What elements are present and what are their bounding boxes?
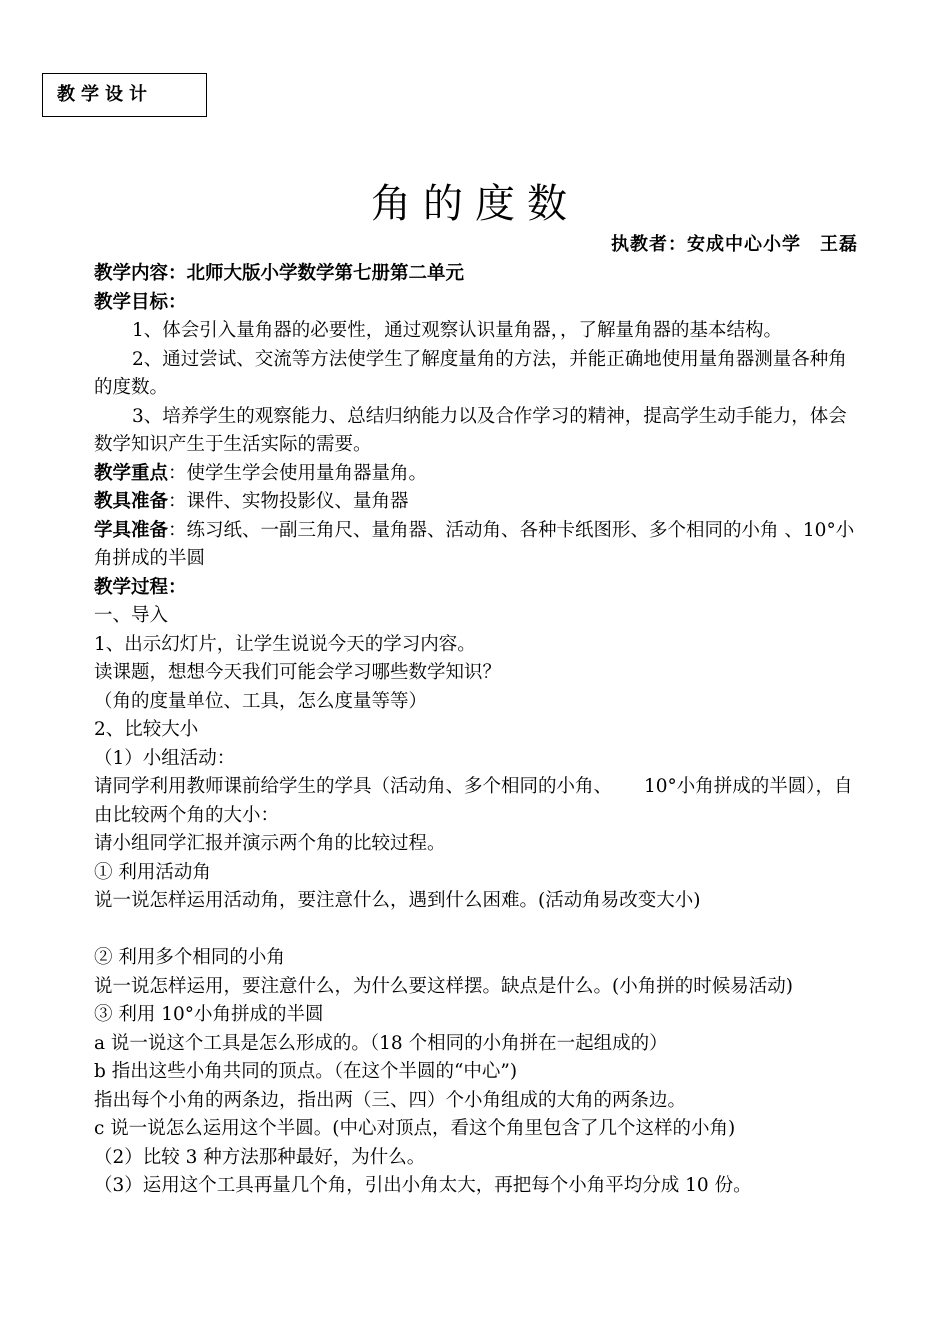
goals-heading: 教学目标： <box>94 291 187 313</box>
process-line: （2）比较 3 种方法那种最好，为什么。 <box>94 1146 426 1168</box>
process-text: 请同学利用教师课前给学生的学具（活动角、多个相同的小角、 <box>94 776 613 797</box>
goal-2: 2、通过尝试、交流等方法使学生了解度量角的方法，并能正确地使用量角器测量各种角的度数。 <box>94 348 847 398</box>
process-paragraph <box>94 773 864 830</box>
author-line: 执教者：安成中心小学 王磊 <box>611 234 858 255</box>
process-line: （1）小组活动： <box>94 747 236 769</box>
key-point-value: ：使学生学会使用量角器量角。 <box>168 462 428 484</box>
process-line: （角的度量单位、工具，怎么度量等等） <box>94 690 428 712</box>
process-line: a 说一说这个工具是怎么形成的。（18 个相同的小角拼在一起组成的） <box>94 1032 668 1054</box>
process-line: 读课题，想想今天我们可能会学习哪些数学知识？ <box>94 662 502 683</box>
process-line: ③ 利用 10°小角拼成的半圆 <box>94 1004 324 1025</box>
key-point-label: 教学重点 <box>94 462 169 484</box>
process-line: 说一说怎样运用活动角，要注意什么，遇到什么困难。(活动角易改变大小) <box>94 890 701 911</box>
process-line: 一、导入 <box>94 605 169 626</box>
process-line: 2、比较大小 <box>94 719 199 740</box>
student-tools-label: 学具准备 <box>94 519 169 541</box>
content-line <box>94 260 864 289</box>
blank-line <box>94 916 864 945</box>
process-line: 请小组同学汇报并演示两个角的比较过程。 <box>94 833 446 854</box>
student-tools-line <box>94 517 864 574</box>
process-text: 10°小角拼成的半圆），自由比较两个角的大小： <box>94 776 853 826</box>
key-point-line <box>94 460 864 489</box>
process-heading: 教学过程： <box>94 576 187 598</box>
process-line: 指出每个小角的两条边，指出两（三、四）个小角组成的大角的两条边。 <box>94 1089 687 1111</box>
goal-3: 3、培养学生的观察能力、总结归纳能力以及合作学习的精神，提高学生动手能力，体会数学知识产生于生活实际的需要。 <box>94 405 847 455</box>
process-line: c 说一说怎么运用这个半圆。(中心对顶点，看这个角里包含了几个这样的小角) <box>94 1118 736 1139</box>
content-value: 北师大版小学数学第七册第二单元 <box>186 263 465 284</box>
process-line: b 指出这些小角共同的顶点。（在这个半圆的“中心”) <box>94 1061 518 1082</box>
document-type-label: 教学设计 <box>42 73 207 117</box>
content-label: 教学内容： <box>94 263 187 284</box>
page-title: 角的度数 <box>371 181 579 227</box>
process-line: ② 利用多个相同的小角 <box>94 947 285 968</box>
lesson-body <box>94 260 864 1201</box>
process-line: ① 利用活动角 <box>94 861 211 883</box>
teaching-tools-line <box>94 488 864 517</box>
goal-1: 1、体会引入量角器的必要性，通过观察认识量角器，，了解量角器的基本结构。 <box>132 320 783 341</box>
process-line: 说一说怎样运用，要注意什么，为什么要这样摆。缺点是什么。(小角拼的时候易活动) <box>94 975 793 997</box>
student-tools-value: ：练习纸、一副三角尺、量角器、活动角、各种卡纸图形、多个相同的小角 、10°小角拼成的半圆 <box>94 519 855 569</box>
teaching-tools-value: ：课件、实物投影仪、量角器 <box>168 491 409 512</box>
process-line: 1、出示幻灯片，让学生说说今天的学习内容。 <box>94 633 476 655</box>
process-line: （3）运用这个工具再量几个角，引出小角太大，再把每个小角平均分成 10 份。 <box>94 1175 752 1196</box>
teaching-tools-label: 教具准备 <box>94 491 169 512</box>
